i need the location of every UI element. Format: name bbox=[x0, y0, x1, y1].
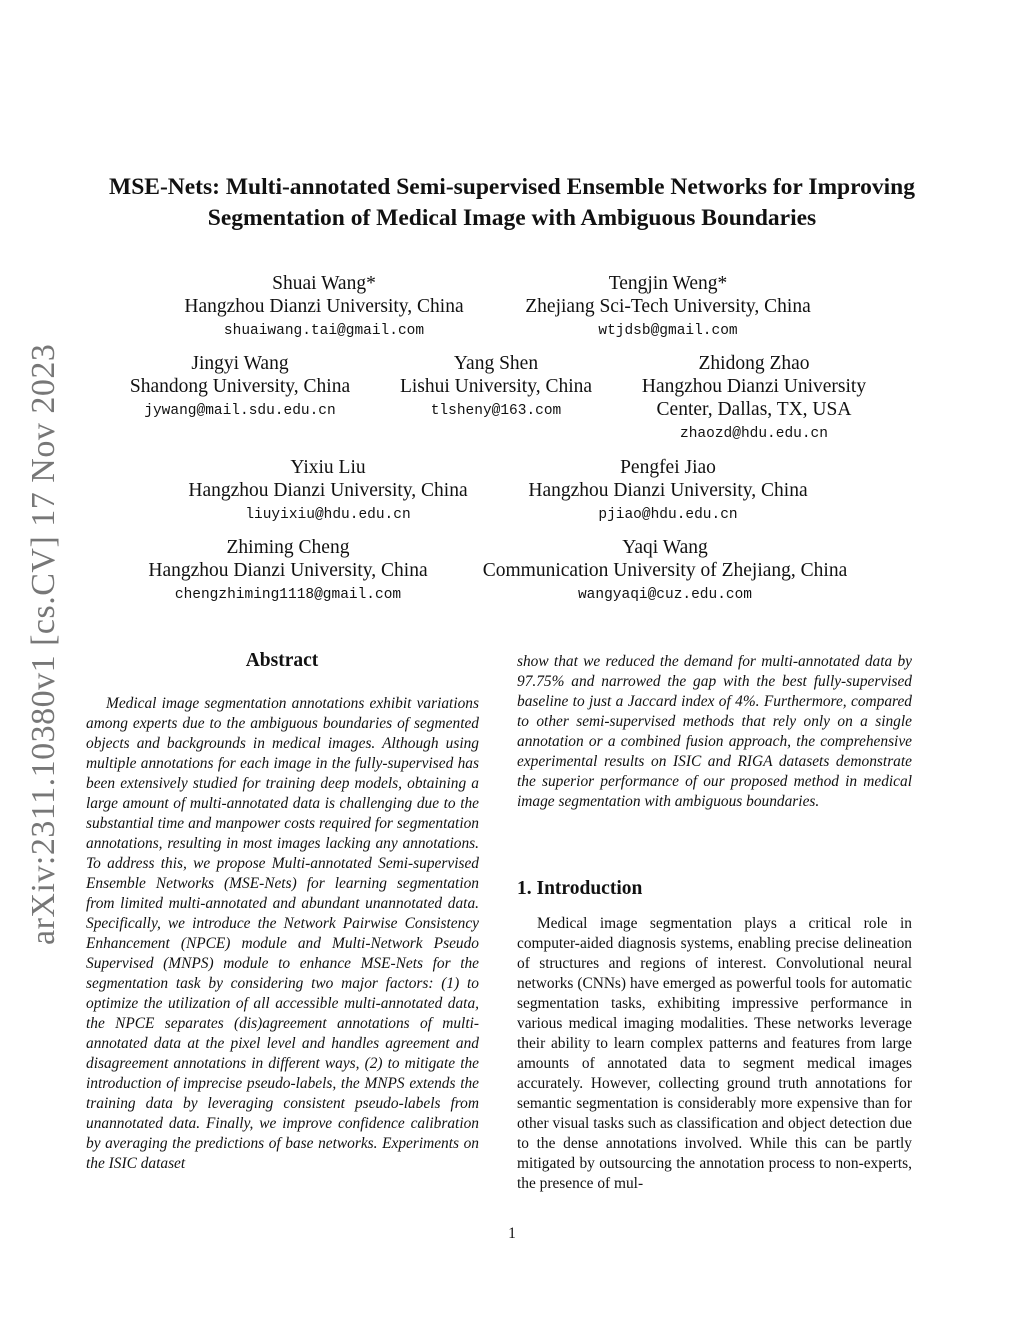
author-block bbox=[386, 352, 606, 421]
author-affiliation: Hangzhou Dianzi University, China bbox=[528, 480, 808, 501]
page-number: 1 bbox=[508, 1225, 516, 1242]
author-block bbox=[512, 456, 824, 525]
author-email: liuyixiu@hdu.edu.cn bbox=[245, 507, 411, 523]
paper-title: MSE-Nets: Multi-annotated Semi-supervised Ensemble Networks for Improving Segmentation of Medical Image with Ambiguous Boundaries bbox=[109, 174, 915, 231]
abstract-heading: Abstract bbox=[245, 650, 319, 671]
author-name: Pengfei Jiao bbox=[620, 457, 716, 478]
author-affiliation: Lishui University, China bbox=[399, 376, 593, 397]
author-block bbox=[508, 272, 828, 341]
author-affiliation: Hangzhou Dianzi University, China bbox=[148, 560, 428, 581]
author-email: pjiao@hdu.edu.cn bbox=[598, 507, 738, 523]
author-affiliation: Shandong University, China bbox=[129, 376, 351, 397]
author-email: wtjdsb@gmail.com bbox=[598, 323, 738, 339]
author-name: Zhidong Zhao bbox=[698, 353, 810, 374]
author-block bbox=[174, 272, 474, 341]
intro-text: Medical image segmentation plays a critical role in computer-aided diagnosis systems, enabling precise delineation of structures and regions of interest. Convolutional neural networks (CNNs) have emerged as powerful tools for automatic segmentation tasks, exhibiting impressive performance in various medical imaging modalities. These networks leverage their ability to learn complex patterns and features from large amounts of annotated data to segment medical images accurately. However, collecting ground truth annotations for semantic segmentation is considerably more expensive than for other visual tasks such as classification and object detection due to the dense annotations involved. While this can be partly mitigated by outsourcing the annotation process to non-experts, the presence of mul- bbox=[517, 915, 912, 1192]
author-email: jywang@mail.sdu.edu.cn bbox=[144, 403, 336, 419]
author-block bbox=[470, 536, 860, 605]
author-name: Tengjin Weng* bbox=[608, 273, 728, 294]
arxiv-sidebar-stamp: arXiv:2311.10380v1 [cs.CV] 17 Nov 2023 bbox=[25, 343, 62, 945]
author-name: Yang Shen bbox=[453, 353, 539, 374]
author-email: chengzhiming1118@gmail.com bbox=[174, 587, 402, 603]
author-affiliation: Zhejiang Sci-Tech University, China bbox=[525, 296, 811, 317]
author-email: shuaiwang.tai@gmail.com bbox=[223, 323, 425, 339]
abstract-text-left: Medical image segmentation annotations exhibit variations among experts due to the ambiguous boundaries of segmented objects and backgrounds in medical images. Although using multiple annotations for each image in the fully-supervised has been extensively studied for training deep models, obtaining a large amount of multi-annotated data is challenging due to the substantial time and manpower costs required for segmentation annotations, resulting in most images lacking any annotations. To address this, we propose Multi-annotated Semi-supervised Ensemble Networks (MSE-Nets) for learning segmentation from limited multi-annotated and abundant unannotated data. Specifically, we introduce the Network Pairwise Consistency Enhancement (NPCE) module and Multi-Network Pseudo Supervised (MNPS) module to enhance MSE-Nets for the segmentation task by considering two major factors: (1) to optimize the utilization of all accessible multi-annotated data, the NPCE separates (dis)agreement annotations of multi-annotated data at the pixel level and handles agreement and disagreement annotations in different ways, (2) to mitigate the introduction of imprecise pseudo-labels, the MNPS extends the training data by leveraging consistent pseudo-labels from unannotated data. Finally, we improve confidence calibration by averaging the predictions of base networks. Experiments on the ISIC dataset bbox=[86, 695, 479, 1172]
abstract-text-right: show that we reduced the demand for multi-annotated data by 97.75% and narrowed the gap with the best fully-supervised baseline to just a Jaccard index of 4%. Furthermore, compared to other semi-supervised methods that rely only on a single annotation or a combined fusion approach, the comprehensive experimental results on ISIC and RIGA datasets demonstrate the superior performance of our proposed method in medical image segmentation with ambiguous boundaries. bbox=[517, 653, 912, 810]
author-block bbox=[110, 352, 370, 421]
author-affiliation-line2: Center, Dallas, TX, USA bbox=[656, 399, 852, 420]
author-name: Jingyi Wang bbox=[191, 353, 289, 374]
author-email: zhaozd@hdu.edu.cn bbox=[680, 426, 828, 442]
author-affiliation: Hangzhou Dianzi University, China bbox=[188, 480, 468, 501]
author-name: Zhiming Cheng bbox=[226, 537, 350, 558]
author-name: Shuai Wang* bbox=[272, 273, 376, 294]
author-affiliation: Communication University of Zhejiang, China bbox=[482, 560, 848, 581]
intro-heading: 1. Introduction bbox=[517, 878, 643, 899]
author-block bbox=[132, 536, 444, 605]
author-email: wangyaqi@cuz.edu.com bbox=[577, 587, 753, 603]
author-block bbox=[172, 456, 484, 525]
author-name: Yaqi Wang bbox=[622, 537, 708, 558]
author-email: tlsheny@163.com bbox=[430, 403, 562, 419]
author-block bbox=[624, 352, 884, 444]
author-affiliation: Hangzhou Dianzi University, China bbox=[184, 296, 464, 317]
author-name: Yixiu Liu bbox=[290, 457, 366, 478]
author-affiliation: Hangzhou Dianzi University bbox=[641, 376, 867, 397]
